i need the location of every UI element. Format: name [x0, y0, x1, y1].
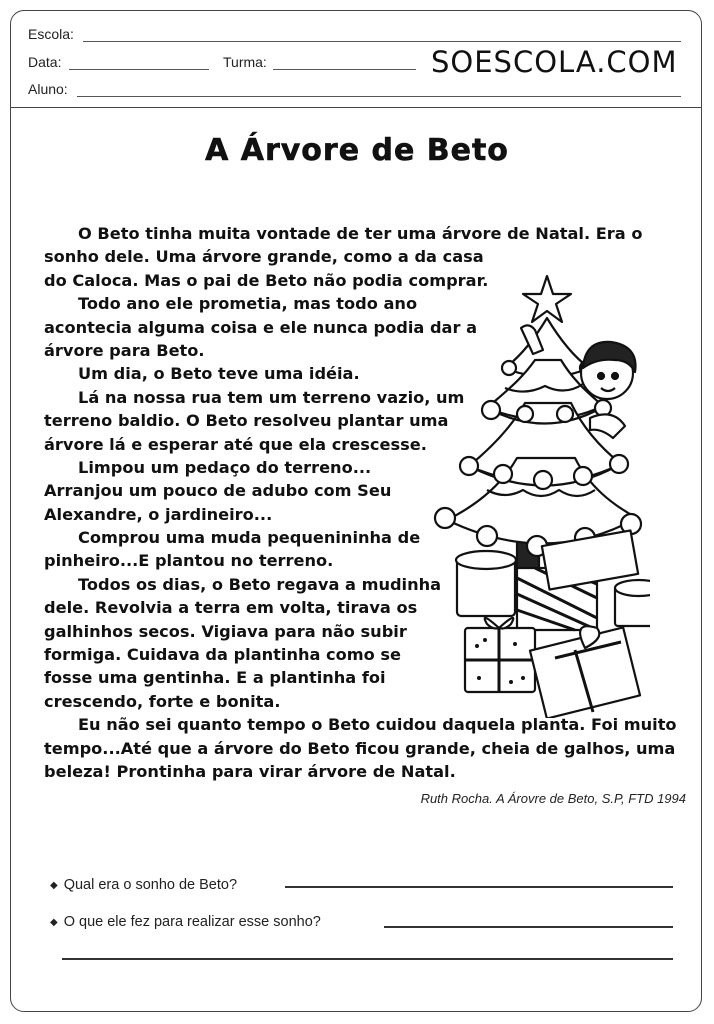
- question-text: O que ele fez para realizar esse sonho?: [63, 914, 321, 930]
- question-1: [50, 877, 237, 893]
- story-line: Todos os dias, o Beto regava a mudinha: [78, 574, 442, 594]
- story-line: Comprou uma muda pequenininha de: [78, 528, 421, 548]
- story-line: Alexandre, o jardineiro...: [44, 504, 273, 524]
- answer-line-2[interactable]: [384, 926, 673, 928]
- story-line: Todo ano ele prometia, mas todo ano: [78, 294, 418, 314]
- story-line: Um dia, o Beto teve uma idéia.: [78, 364, 360, 384]
- brand-logo: SOESCOLA.COM: [431, 45, 678, 79]
- page-title: A Árvore de Beto: [205, 133, 509, 168]
- source-credit: Ruth Rocha. A Árovre de Beto, S.P, FTD 1994: [420, 791, 686, 806]
- story-line: tempo...Até que a árvore do Beto ficou grande, cheia de galhos, uma: [44, 738, 676, 758]
- story-line: O Beto tinha muita vontade de ter uma árvore de Natal. Era o: [78, 224, 643, 243]
- story-line: galhinhos secos. Vigiava para não subir: [44, 621, 407, 641]
- story-line: beleza! Prontinha para virar árvore de Natal.: [44, 761, 456, 781]
- school-label: Escola:: [28, 26, 74, 42]
- star-icon: [523, 276, 571, 322]
- date-label: Data:: [28, 54, 62, 70]
- student-label: Aluno:: [28, 81, 68, 97]
- question-text: Qual era o sonho de Beto?: [63, 877, 238, 893]
- class-line: [273, 69, 416, 70]
- story-line: Arranjou um pouco de adubo com Seu: [44, 481, 392, 501]
- date-line: [69, 69, 209, 70]
- story-line: sonho dele. Uma árvore grande, como a da casa: [44, 247, 484, 267]
- christmas-tree-illustration: [425, 268, 650, 718]
- answer-line-3[interactable]: [62, 958, 673, 960]
- school-line: [83, 41, 681, 42]
- student-line: [77, 96, 681, 97]
- story-line: formiga. Cuidava da plantinha como se: [44, 645, 402, 665]
- diamond-bullet-icon: ◆: [50, 917, 58, 928]
- story-line: árvore lá e esperar até que ela crescesse.: [44, 434, 427, 454]
- story-line: do Caloca. Mas o pai de Beto não podia comprar.: [44, 270, 489, 290]
- story-line: pinheiro...E plantou no terreno.: [44, 551, 334, 571]
- class-label: Turma:: [223, 54, 267, 70]
- story-line: Eu não sei quanto tempo o Beto cuidou daquela planta. Foi muito: [78, 715, 677, 735]
- story-line: Limpou um pedaço do terreno...: [78, 457, 372, 477]
- story-line: Lá na nossa rua tem um terreno vazio, um: [78, 387, 465, 407]
- diamond-bullet-icon: ◆: [50, 880, 58, 891]
- story-line: fosse uma gentinha. E a plantinha foi: [44, 668, 386, 688]
- story-line: crescendo, forte e bonita.: [44, 691, 281, 711]
- story-line: árvore para Beto.: [44, 340, 205, 360]
- story-line: terreno baldio. O Beto resolveu plantar uma: [44, 411, 449, 431]
- answer-line-1[interactable]: [285, 886, 673, 888]
- question-2: [50, 914, 321, 930]
- story-line: dele. Revolvia a terra em volta, tirava os: [44, 598, 418, 618]
- header-divider: [11, 107, 701, 108]
- story-line: acontecia alguma coisa e ele nunca podia dar a: [44, 317, 477, 337]
